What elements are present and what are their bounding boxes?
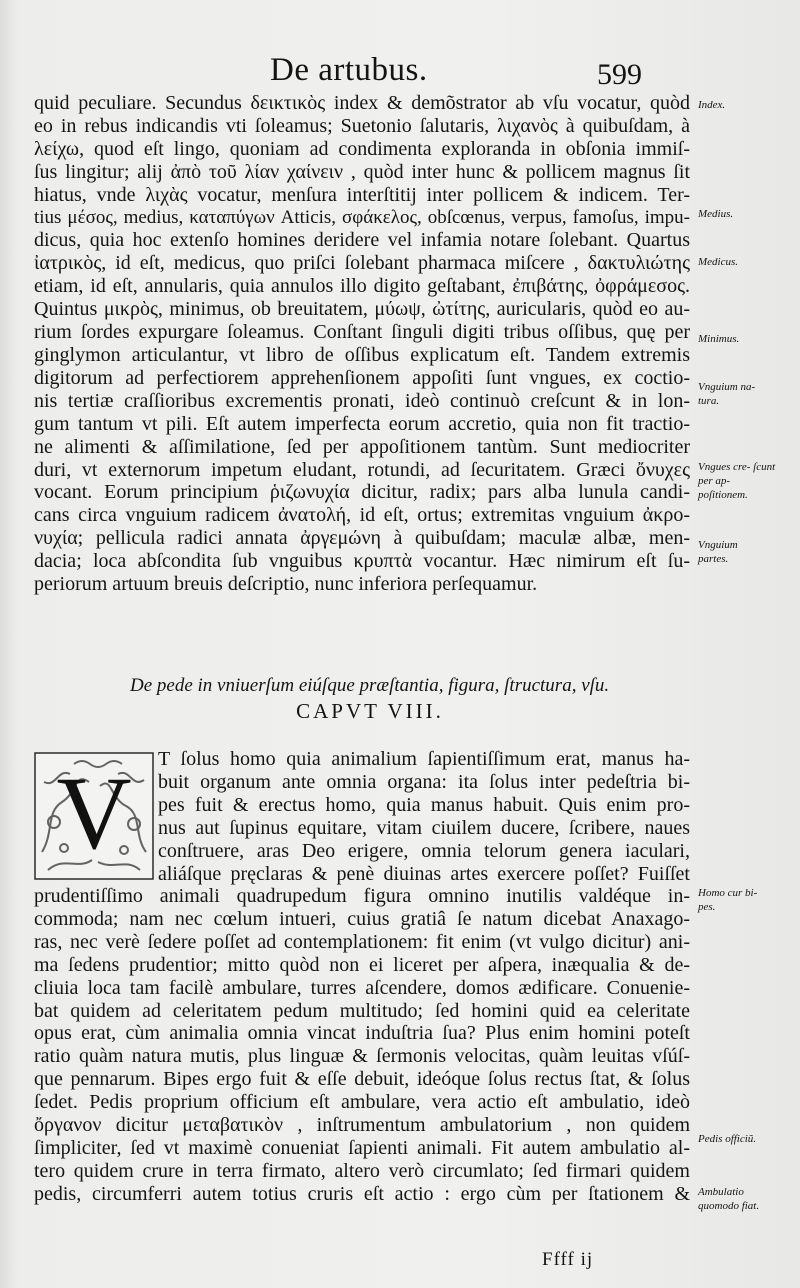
text-line: ſedet. Pedis proprium officium eſt ambulare, vera actio eſt ambulatio, ideò bbox=[34, 1091, 690, 1114]
running-header-title: De artubus. bbox=[270, 52, 428, 88]
text-line: quid peculiare. Secundus δεικτικὸς index & demõstrator ab vſu vocatur, quòd bbox=[34, 92, 690, 114]
text-line: pedis, circumferri autem totius cruris eſt actio : ergo cùm per ſtationem & bbox=[34, 1182, 690, 1205]
paragraph-fingers-nails bbox=[34, 92, 690, 596]
text-line: vocant. Eorum principium ῥιζωνυχία dicitur, radix; pars alba lunula candi- bbox=[34, 481, 690, 504]
text-line: gum tantum vt pili. Eſt autem imperfecta eorum accretio, quia non fit tractio- bbox=[34, 412, 690, 435]
initial-letter: V bbox=[56, 756, 132, 871]
text-line: νυχία; pellicula radici annata ἀργεμώνη à quibuſdam; maculæ albæ, men- bbox=[34, 527, 690, 550]
text-line: ras, nec verè ſedere poſſet ad contemplationem: fit enim (vt vulgo dicitur) ani- bbox=[34, 930, 690, 953]
text-line: commoda; nam nec cœlum intueri, cuius gratiâ ſe natum dicebat Anaxago- bbox=[34, 907, 690, 930]
margin-note-vnguium-partes: Vnguium partes. bbox=[698, 539, 738, 565]
chapter-title: CAPVT VIII. bbox=[296, 699, 444, 723]
text-line: cliuia loca tam facilè ambulare, turres aſcendere, domos ædificare. Conuenie- bbox=[34, 976, 690, 999]
chapter-subtitle: De pede in vniuerſum eiúſque præſtantia, figura, ſtructura, vſu. bbox=[130, 675, 610, 696]
text-line: pes fuit & erectus homo, quia manus habuit. Quis enim pro- bbox=[158, 793, 690, 816]
paragraph-chapter-continued bbox=[34, 885, 690, 1206]
text-line: nis tertiæ craſſioribus excrementis pronati, ideò continuò creſcunt & in lon- bbox=[34, 389, 690, 412]
text-line: dicus, quia hoc extenſo homines deridere vel infamia notare ſolebant. Quartus bbox=[34, 229, 690, 252]
margin-note-minimus: Minimus. bbox=[698, 333, 740, 345]
text-line: hiatus, vnde λιχὰς vocatur, menſura interſtitij inter pollicem & indicem. Ter- bbox=[34, 183, 690, 206]
text-line: periorum artuum breuis deſcriptio, nunc inferiora perſequamur. bbox=[34, 573, 538, 596]
text-line: digitorum ad perfectiorem apprehenſionem appoſiti ſunt vngues, ex coctio- bbox=[34, 366, 690, 389]
signature-mark: Ffff ij bbox=[542, 1249, 594, 1270]
decorated-capital-v-icon bbox=[34, 752, 154, 880]
margin-note-vngues-crescunt: Vngues cre- ſcunt per ap- poſitionem. bbox=[698, 461, 776, 501]
text-line: ma ſedens prudentior; mitto quòd non ei liceret per aſpera, inæqualia & de- bbox=[34, 953, 690, 976]
text-line: λείχω, quod eſt lingo, quoniam ad condimenta exploranda in obſonia immiſ- bbox=[34, 137, 690, 160]
text-line: opus erat, cùm animalia omnia vincat induſtria ſua? Plus enim homini poteſt bbox=[34, 1022, 690, 1045]
text-line: prudentiſſimo animali quadrupedum figura omnino inutilis valdéque in- bbox=[34, 885, 690, 907]
text-line: buit organum ante omnia organa: ita ſolus inter pedeſtria bi- bbox=[158, 770, 690, 793]
text-line: ὄργανον dicitur μεταβατικὸν , inſtrumentum ambulatorium , non quidem bbox=[34, 1114, 690, 1137]
text-line: ginglymon articulantur, vt libro de oſſibus explicatum eſt. Tandem extremis bbox=[34, 343, 690, 366]
text-line: que pennarum. Bipes ergo fuit & eſſe debuit, ideóque ſolus rectus ſtat, & ſolus bbox=[34, 1068, 690, 1091]
text-line: tius μέσος, medius, καταπύγων Atticis, σφάκελος, obſcœnus, verpus, famoſus, impu- bbox=[34, 206, 690, 228]
text-line: nus aut ſupinus equitare, vitam ciuilem ducere, ſcribere, naues bbox=[158, 816, 690, 839]
text-line: ἰατρικὸς, id eſt, medicus, quo priſci ſolebant pharmaca miſcere , δακτυλιώτης bbox=[34, 252, 690, 275]
ornate-initial-v-icon bbox=[34, 752, 154, 880]
text-line: Quintus μικρὸς, minimus, ob breuitatem, μύωψ, ὠτίτης, auricularis, quòd eo au- bbox=[34, 298, 690, 321]
margin-note-index: Index. bbox=[698, 99, 726, 111]
margin-note-homo-cur-bipes: Homo cur bi- pes. bbox=[698, 887, 758, 913]
text-line: ne alimenti & aſſimilatione, ſed per appoſitionem tantùm. Sunt mediocriter bbox=[34, 435, 690, 458]
text-line: bat quidem ad celeritatem pedum multitudo; ſed homini quid ea celeritate bbox=[34, 999, 690, 1022]
margin-note-medius: Medius. bbox=[698, 208, 734, 220]
text-line: etiam, id eſt, annularis, quia annulos illo digito geſtabant, ἐπιβάτης, ὀφράμεσος. bbox=[34, 275, 690, 298]
margin-note-pedis-officium: Pedis officiũ. bbox=[698, 1133, 757, 1145]
page-number: 599 bbox=[597, 58, 642, 91]
text-line: ſimpliciter, ſed vt maximè conueniat ſapienti animali. Fit autem ambulatio al- bbox=[34, 1136, 690, 1159]
text-line: eo in rebus indicandis vti ſoleamus; Suetonio ſalutaris, λιχανὸς à quibuſdam, à bbox=[34, 114, 690, 137]
text-line: duri, vt externorum impetum eludant, rotundi, ad ſecuritatem. Græci ὄνυχες bbox=[34, 458, 690, 481]
margin-note-medicus: Medicus. bbox=[698, 256, 739, 268]
margin-note-ambulatio: Ambulatio quomodo fiat. bbox=[698, 1186, 760, 1212]
text-line: ſus lingitur; alij ἀπὸ τοῦ λίαν χαίνειν , quòd inter hunc & pollicem magnus ſit bbox=[34, 160, 690, 183]
margin-note-vnguium-natura: Vnguium na- tura. bbox=[698, 381, 756, 407]
text-line: rium ſordes expurgare ſoleamus. Conſtant ſinguli digiti tribus oſſibus, quę per bbox=[34, 321, 690, 344]
text-line: cans circa vnguium radicem ἀνατολή, id eſt, ortus; extremitas vnguium ἀκρο- bbox=[34, 504, 690, 527]
text-line: dacia; loca abſcondita ſub vnguibus κρυπτὰ vocantur. Hæc nimirum eſt ſu- bbox=[34, 550, 690, 573]
text-line: aliáſque pręclaras & penè diuinas artes exercere poſſet? Fuiſſet bbox=[158, 862, 690, 885]
text-line: tero quidem crure in terra firmato, altero verò circumlato; ſed firmari quidem bbox=[34, 1159, 690, 1182]
text-line: ratio quàm natura mutis, plus linguæ & ſermonis velocitas, quàm leuitas vſúſ- bbox=[34, 1045, 690, 1068]
text-line: conſtruere, aras Deo erigere, omnia telorum genera iaculari, bbox=[158, 839, 690, 862]
text-line: T ſolus homo quia animalium ſapientiſſimum erat, manus ha- bbox=[158, 748, 690, 770]
paragraph-chapter-opening bbox=[158, 748, 690, 885]
